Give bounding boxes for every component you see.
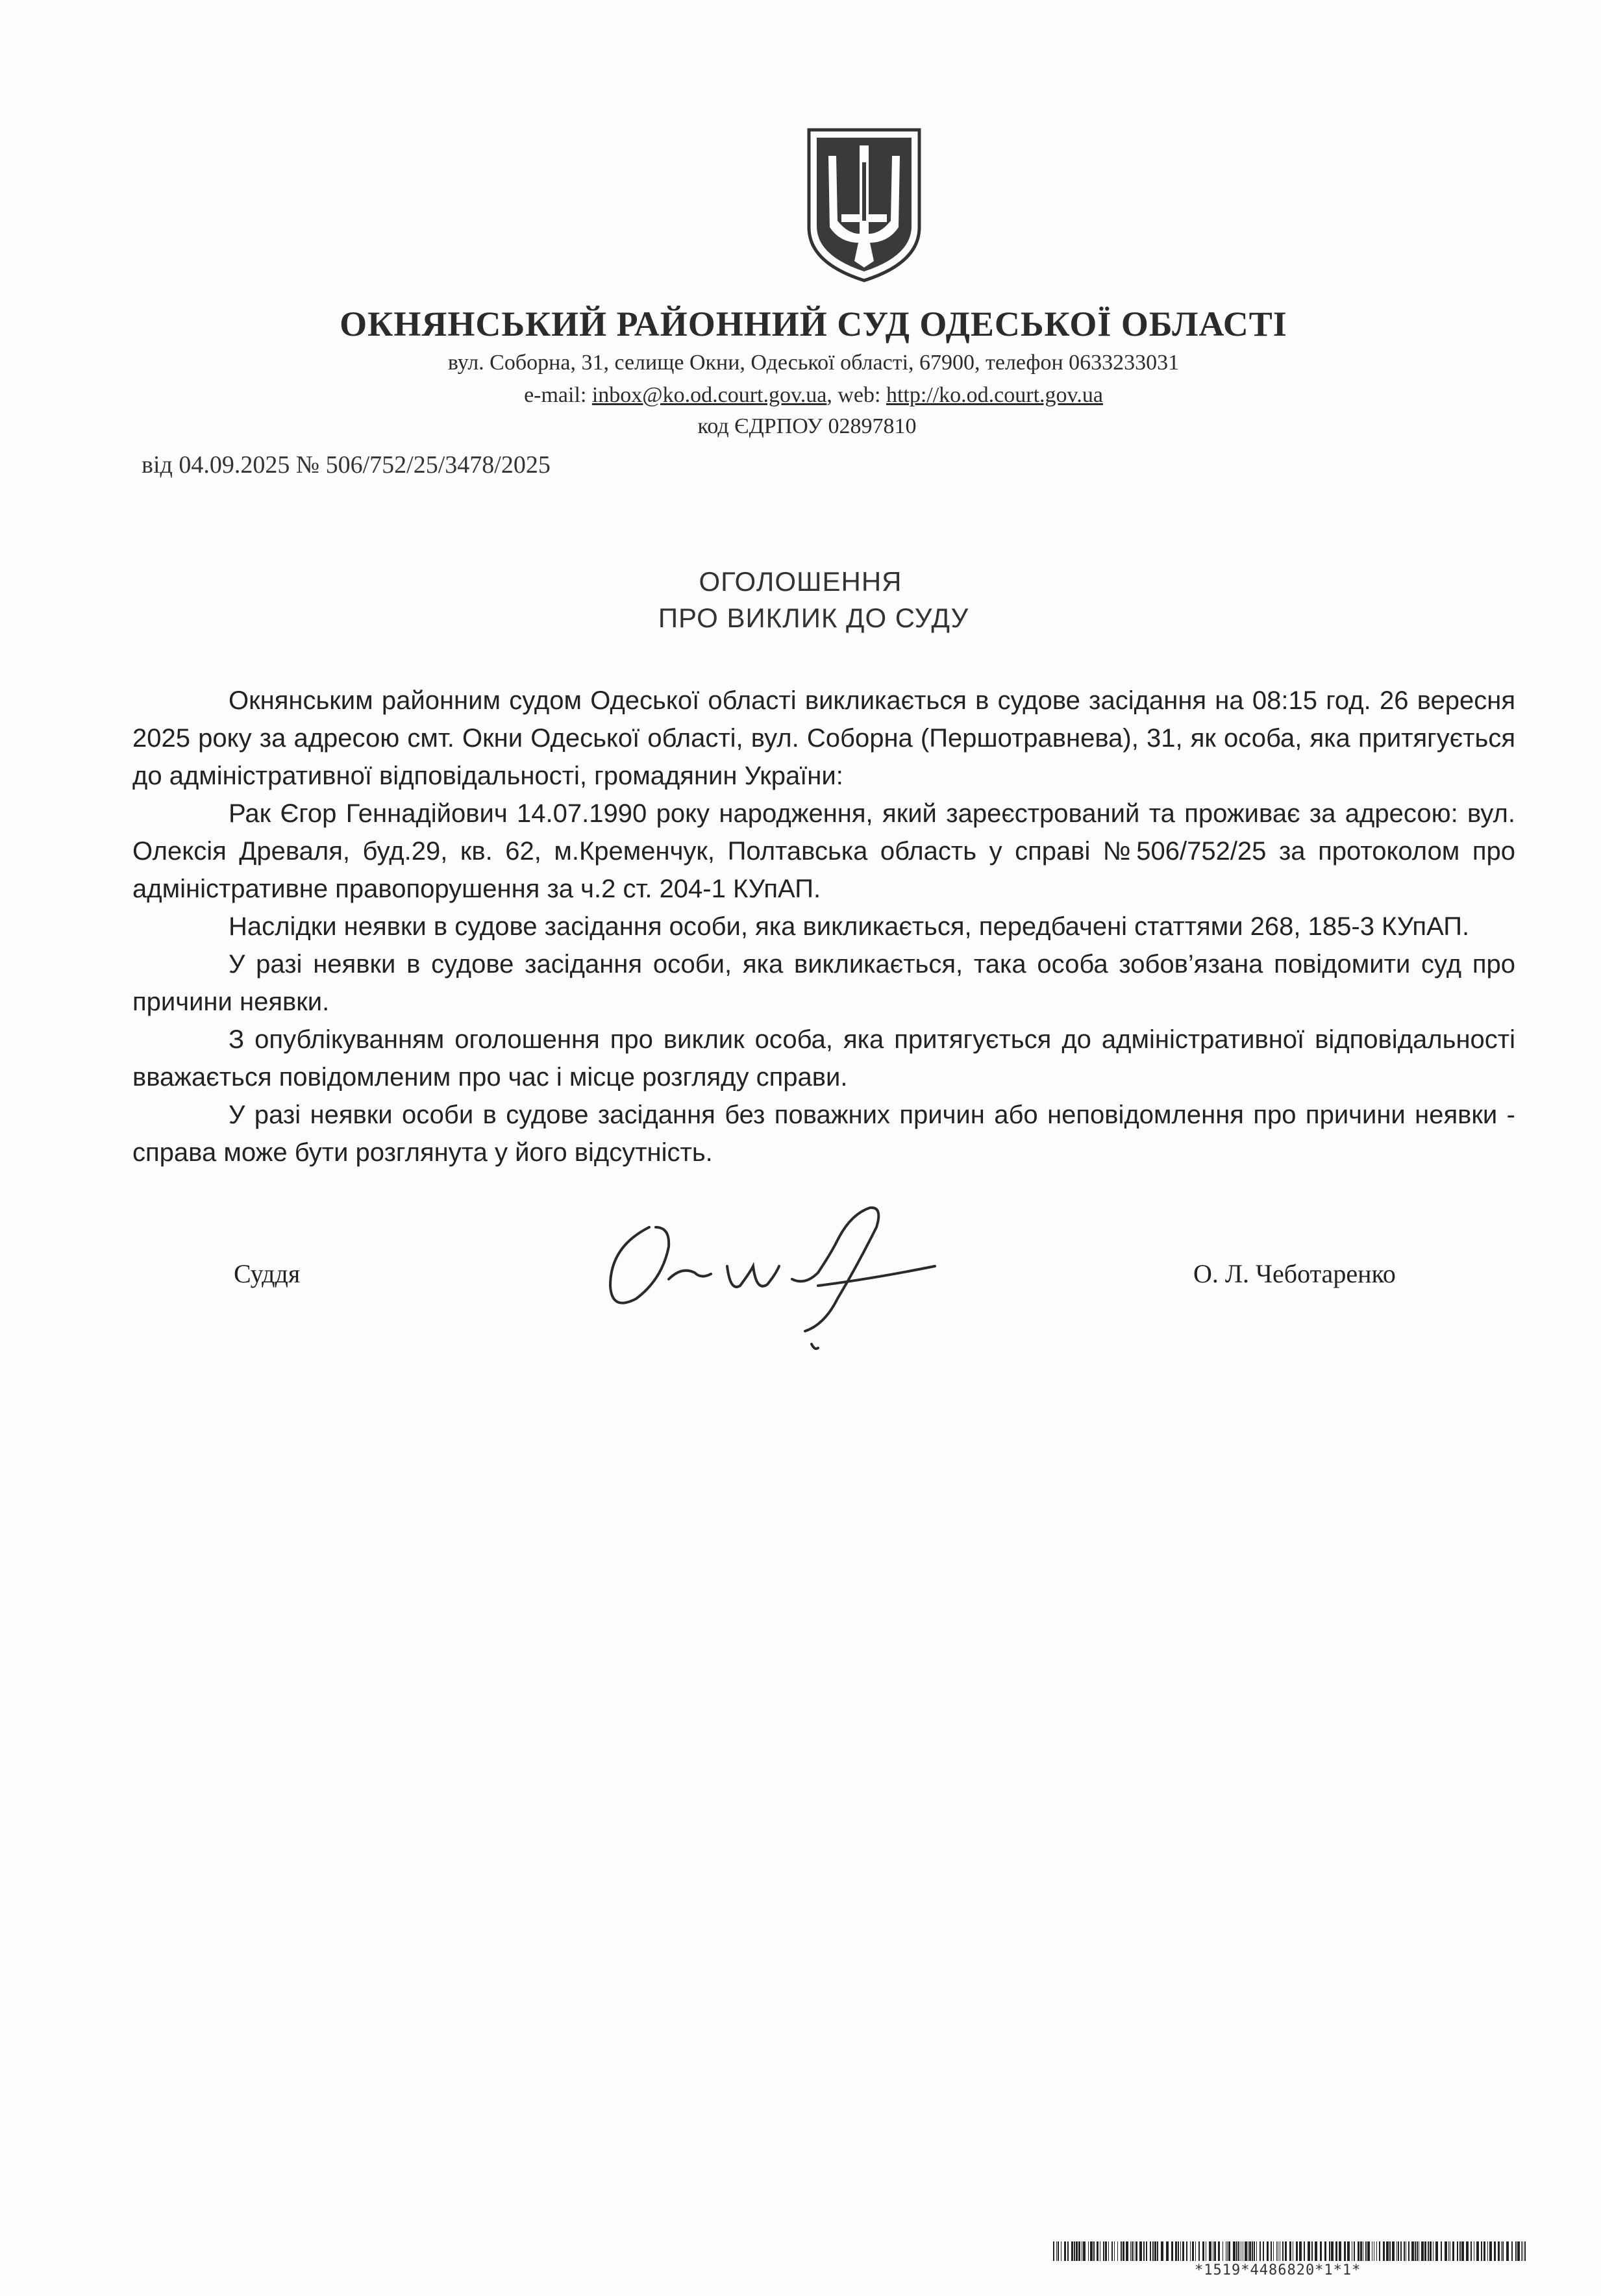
barcode-bar bbox=[1154, 2241, 1156, 2261]
barcode-bar bbox=[1521, 2241, 1522, 2261]
barcode-bar bbox=[1289, 2241, 1291, 2261]
barcode-bar bbox=[1276, 2241, 1277, 2261]
barcode-bar bbox=[1166, 2241, 1169, 2261]
barcode-bar bbox=[1320, 2241, 1322, 2261]
barcode-bar bbox=[1396, 2241, 1397, 2261]
paragraph: Рак Єгор Геннадійович 14.07.1990 року народження, який зареєстрований та проживає за адресою: вул. Олексія Древаля, буд.29, кв. 62, м.Кременчук, Полтавська область у справі №506/752/25 за протоколом про адміністративне правопорушення за ч.2 ст. 204-1 КУпАП. bbox=[132, 799, 1515, 903]
barcode-bar bbox=[1171, 2241, 1173, 2261]
barcode-bar bbox=[1517, 2241, 1520, 2261]
barcode-bar bbox=[1178, 2241, 1179, 2261]
barcode-bar bbox=[1392, 2241, 1395, 2261]
barcode-bar bbox=[1501, 2241, 1502, 2261]
barcode-bar bbox=[1515, 2241, 1517, 2261]
barcode-bar bbox=[1254, 2241, 1255, 2261]
barcode-bar bbox=[1339, 2241, 1341, 2261]
barcode-bar bbox=[1228, 2241, 1230, 2261]
barcode-bar bbox=[1304, 2241, 1305, 2261]
barcode-bar bbox=[1114, 2241, 1115, 2261]
barcode-bar bbox=[1296, 2241, 1298, 2261]
barcode-bar bbox=[1308, 2241, 1310, 2261]
barcode-bar bbox=[1083, 2241, 1086, 2261]
barcode-bar bbox=[1150, 2241, 1151, 2261]
barcode-bar bbox=[1285, 2241, 1287, 2261]
barcode-bar bbox=[1123, 2241, 1124, 2261]
barcode-bar bbox=[1441, 2241, 1442, 2261]
barcode-bar bbox=[1103, 2241, 1104, 2261]
outgoing-number: від 04.09.2025 № 506/752/25/3478/2025 bbox=[142, 451, 551, 479]
barcode-bar bbox=[1379, 2241, 1380, 2261]
barcode-bar bbox=[1198, 2241, 1200, 2261]
barcode-bar bbox=[1249, 2241, 1251, 2261]
barcode-bar bbox=[1130, 2241, 1131, 2261]
barcode-bar bbox=[1121, 2241, 1122, 2261]
barcode-bar bbox=[1182, 2241, 1184, 2261]
barcode-bar bbox=[1471, 2241, 1472, 2261]
barcode-bar bbox=[1476, 2241, 1479, 2261]
barcode-bar bbox=[1067, 2241, 1069, 2261]
barcode-bar bbox=[1058, 2241, 1059, 2261]
barcode-bar bbox=[1117, 2241, 1118, 2261]
email-label: e-mail: bbox=[524, 383, 592, 407]
barcode-bar bbox=[1271, 2241, 1272, 2261]
barcode-bar bbox=[1076, 2241, 1078, 2261]
barcode-bar bbox=[1136, 2241, 1137, 2261]
barcode-bar bbox=[1074, 2241, 1075, 2261]
barcode-bar bbox=[1263, 2241, 1264, 2261]
barcode-bar bbox=[1088, 2241, 1089, 2261]
barcode-bar bbox=[1157, 2241, 1158, 2261]
barcode-bar bbox=[1222, 2241, 1223, 2261]
barcode-bar bbox=[1417, 2241, 1418, 2261]
barcode-bar bbox=[1090, 2241, 1093, 2261]
barcode-bar bbox=[1071, 2241, 1073, 2261]
barcode-bar bbox=[1299, 2241, 1302, 2261]
barcode-bar bbox=[1498, 2241, 1500, 2261]
barcode-caption: *1519*4486820*1*1* bbox=[1195, 2262, 1361, 2278]
judge-role: Суддя bbox=[234, 1259, 301, 1288]
barcode-bar bbox=[1481, 2241, 1482, 2261]
barcode-bar bbox=[1311, 2241, 1313, 2261]
barcode-bar bbox=[1457, 2241, 1458, 2261]
judge-name: О. Л. Чеботаренко bbox=[1193, 1259, 1396, 1288]
web-label: , web: bbox=[826, 383, 886, 407]
barcode-bar bbox=[1365, 2241, 1367, 2261]
barcode-bar bbox=[1195, 2241, 1196, 2261]
edrpou-code: код ЄДРПОУ 02897810 bbox=[697, 414, 917, 438]
barcode-bar bbox=[1111, 2241, 1113, 2261]
barcode-bar bbox=[1186, 2241, 1187, 2261]
announcement-body bbox=[132, 682, 1515, 1171]
barcode-bar bbox=[1233, 2241, 1235, 2261]
barcode-bar bbox=[1227, 2241, 1228, 2261]
barcode-bar bbox=[1175, 2241, 1177, 2261]
barcode-bar bbox=[1415, 2241, 1416, 2261]
barcode-bar bbox=[1445, 2241, 1447, 2261]
barcode-bar bbox=[1236, 2241, 1237, 2261]
barcode-bar bbox=[1053, 2241, 1054, 2261]
barcode-bar bbox=[1421, 2241, 1424, 2261]
barcode-bar bbox=[1064, 2241, 1066, 2261]
email-link[interactable]: inbox@ko.od.court.gov.ua bbox=[591, 383, 827, 407]
barcode-bar bbox=[1245, 2241, 1247, 2261]
paragraph: Наслідки неявки в судове засідання особи, яка викликається, передбачені статтями 268, 185-3 КУпАП. bbox=[229, 912, 1470, 941]
barcode-bar bbox=[1324, 2241, 1326, 2261]
paragraph: У разі неявки особи в судове засідання без поважних причин або неповідомлення про причини неявки - справа може бути розглянута у його відсутність. bbox=[132, 1101, 1515, 1167]
barcode-bar bbox=[1256, 2241, 1257, 2261]
barcode-bar bbox=[1273, 2241, 1274, 2261]
barcode-bar bbox=[1386, 2241, 1389, 2261]
barcode-bar bbox=[1448, 2241, 1449, 2261]
barcode-bar bbox=[1097, 2241, 1098, 2261]
barcode-bar bbox=[1354, 2241, 1355, 2261]
barcode-bar bbox=[1524, 2241, 1526, 2261]
barcode-bar bbox=[1347, 2241, 1350, 2261]
document-subtitle: ПРО ВИКЛИК ДО СУДУ bbox=[658, 603, 969, 633]
barcode-bar bbox=[1056, 2241, 1057, 2261]
barcode-bar bbox=[1502, 2241, 1504, 2261]
court-address: вул. Соборна, 31, селище Окни, Одеської області, 67900, телефон 0633233031 bbox=[447, 351, 1180, 375]
barcode-bar bbox=[1466, 2241, 1469, 2261]
court-name: ОКНЯНСЬКИЙ РАЙОННИЙ СУД ОДЕСЬКОЇ ОБЛАСТІ bbox=[340, 305, 1287, 343]
barcode-bar bbox=[1367, 2241, 1370, 2261]
barcode-bar bbox=[1315, 2241, 1317, 2261]
court-contacts bbox=[0, 383, 1601, 408]
barcode-bar bbox=[1202, 2241, 1204, 2261]
barcode-bar bbox=[1329, 2241, 1330, 2261]
barcode-bar bbox=[1139, 2241, 1142, 2261]
web-link[interactable]: http://ko.od.court.gov.ua bbox=[886, 383, 1103, 407]
barcode-bar bbox=[1152, 2241, 1154, 2261]
barcode-bar bbox=[1389, 2241, 1391, 2261]
barcode-bar bbox=[1424, 2241, 1426, 2261]
barcode-bar bbox=[1335, 2241, 1337, 2261]
barcode-bar bbox=[1428, 2241, 1429, 2261]
barcode-bar bbox=[1430, 2241, 1432, 2261]
barcode-bar bbox=[1093, 2241, 1095, 2261]
barcode-bar bbox=[1331, 2241, 1334, 2261]
barcode-bar bbox=[1078, 2241, 1080, 2261]
barcode-bar bbox=[1522, 2241, 1523, 2261]
barcode-bar bbox=[1358, 2241, 1359, 2261]
barcode-bar bbox=[1404, 2241, 1405, 2261]
barcode-bar bbox=[1105, 2241, 1107, 2261]
barcode-bar bbox=[1214, 2241, 1216, 2261]
paragraph: У разі неявки в судове засідання особи, яка викликається, така особа зобов’язана повідомити суд про причини неявки. bbox=[132, 950, 1515, 1016]
barcode-bar bbox=[1411, 2241, 1414, 2261]
barcode-bar bbox=[1487, 2241, 1488, 2261]
barcode-bar bbox=[1132, 2241, 1133, 2261]
coat-of-arms-icon bbox=[802, 123, 926, 286]
barcode-bar bbox=[1267, 2241, 1269, 2261]
barcode-bar bbox=[1435, 2241, 1438, 2261]
barcode-bar bbox=[1459, 2241, 1461, 2261]
barcode-bar bbox=[1238, 2241, 1239, 2261]
barcode-bar bbox=[1260, 2241, 1261, 2261]
handwritten-signature bbox=[597, 1201, 1000, 1370]
barcode-bar bbox=[1408, 2241, 1409, 2261]
barcode-bar bbox=[1461, 2241, 1464, 2261]
paragraph: З опублікуванням оголошення про виклик особа, яка притягується до адміністративної відповідальності вважається повідомленим про час і місце розгляду справи. bbox=[132, 1025, 1515, 1092]
barcode-bar bbox=[1180, 2241, 1181, 2261]
barcode-bar bbox=[1494, 2241, 1496, 2261]
barcode-bar bbox=[1506, 2241, 1509, 2261]
barcode-bar bbox=[1376, 2241, 1377, 2261]
barcode-bar bbox=[1218, 2241, 1220, 2261]
barcode-bar bbox=[1452, 2241, 1454, 2261]
barcode-bar bbox=[1489, 2241, 1492, 2261]
barcode-bar bbox=[1143, 2241, 1145, 2261]
barcode-bar bbox=[1161, 2241, 1163, 2261]
barcode-bar bbox=[1126, 2241, 1128, 2261]
barcode bbox=[1053, 2241, 1527, 2261]
barcode-bar bbox=[1383, 2241, 1385, 2261]
barcode-bar bbox=[1400, 2241, 1402, 2261]
barcode-bar bbox=[1252, 2241, 1253, 2261]
document-title: ОГОЛОШЕННЯ bbox=[699, 566, 902, 597]
barcode-bar bbox=[1398, 2241, 1399, 2261]
paragraph: Окнянським районним судом Одеської області викликається в судове засідання на 08:15 год. 26 вересня 2025 року за адресою смт. Окни Одеської області, вул. Соборна (Першотравнева), 31, як особа, яка притягується до адміністративної відповідальності, громадянин України: bbox=[132, 686, 1515, 790]
barcode-bar bbox=[1190, 2241, 1191, 2261]
barcode-bar bbox=[1360, 2241, 1362, 2261]
barcode-bar bbox=[1282, 2241, 1284, 2261]
barcode-bar bbox=[1108, 2241, 1109, 2261]
barcode-bar bbox=[1209, 2241, 1211, 2261]
barcode-bar bbox=[1192, 2241, 1194, 2261]
barcode-bar bbox=[1344, 2241, 1346, 2261]
barcode-bar bbox=[1483, 2241, 1485, 2261]
barcode-bar bbox=[1146, 2241, 1147, 2261]
barcode-bar bbox=[1511, 2241, 1513, 2261]
